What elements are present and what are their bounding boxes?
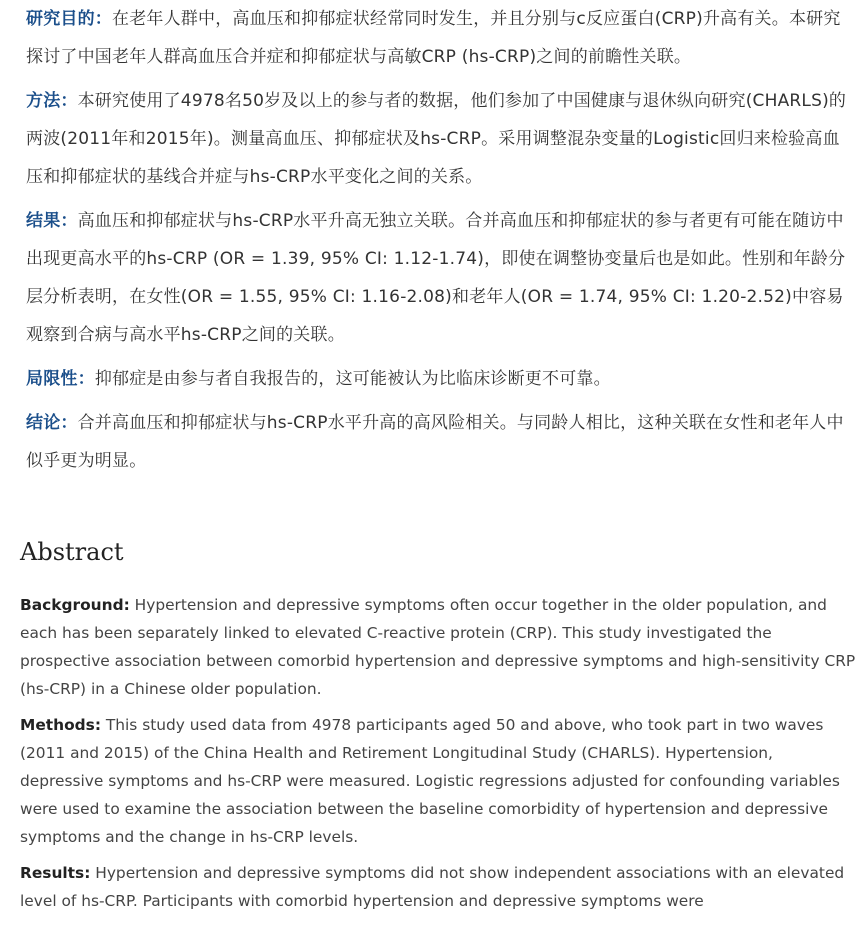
zh-objective-label: 研究目的： (26, 9, 112, 29)
en-background-text: Hypertension and depressive symptoms often occur together in the older population, and each has been separately linked to elevated C-reactive protein (CRP). This study investigated the prospective association between comorbid hypertension and depressive symptoms and high-sensitivity CRP (hs-CRP) in a Chinese older population. (20, 596, 856, 698)
zh-methods-paragraph (26, 82, 856, 196)
zh-objective-paragraph (26, 0, 856, 76)
abstract-heading: Abstract (20, 538, 124, 566)
zh-methods-text: 本研究使用了4978名50岁及以上的参与者的数据，他们参加了中国健康与退休纵向研究(CHARLS)的两波(2011年和2015年)。测量高血压、抑郁症状及hs-CRP。采用调整混杂变量的Logistic回归来检验高血压和抑郁症状的基线合并症与hs-CRP水平变化之间的关系。 (26, 91, 847, 187)
en-background-paragraph (20, 591, 856, 703)
en-methods-paragraph (20, 711, 856, 851)
english-abstract (20, 591, 856, 923)
zh-results-text: 高血压和抑郁症状与hs-CRP水平升高无独立关联。合并高血压和抑郁症状的参与者更有可能在随访中出现更高水平的hs-CRP (OR = 1.39, 95% CI: 1.12-1.74)，即使在调整协变量后也是如此。性别和年龄分层分析表明，在女性(OR = 1.55, 95% CI: 1.16-2.08)和老年人(OR = 1.74, 95% CI: 1.20-2.52)中容易观察到合病与高水平hs-CRP之间的关联。 (26, 211, 846, 345)
zh-limitations-paragraph (26, 360, 856, 398)
zh-conclusion-paragraph (26, 404, 856, 480)
en-methods-label: Methods: (20, 716, 101, 734)
zh-conclusion-label: 结论： (26, 413, 78, 433)
en-background-label: Background: (20, 596, 130, 614)
zh-conclusion-text: 合并高血压和抑郁症状与hs-CRP水平升高的高风险相关。与同龄人相比，这种关联在女性和老年人中似乎更为明显。 (26, 413, 844, 471)
chinese-abstract (26, 0, 856, 486)
en-results-text: Hypertension and depressive symptoms did not show independent associations with an elevated level of hs-CRP. Participants with comorbid hypertension and depressive symptoms were (20, 864, 845, 910)
zh-limitations-text: 抑郁症是由参与者自我报告的，这可能被认为比临床诊断更不可靠。 (94, 369, 611, 389)
zh-results-label: 结果： (26, 211, 78, 231)
en-results-paragraph (20, 859, 856, 915)
zh-results-paragraph (26, 202, 856, 354)
zh-limitations-label: 局限性： (26, 369, 95, 389)
en-results-label: Results: (20, 864, 91, 882)
zh-methods-label: 方法： (26, 91, 78, 111)
zh-objective-text: 在老年人群中，高血压和抑郁症状经常同时发生，并且分别与c反应蛋白(CRP)升高有关。本研究探讨了中国老年人群高血压合并症和抑郁症状与高敏CRP (hs-CRP)之间的前瞻性关联。 (26, 9, 841, 67)
en-methods-text: This study used data from 4978 participants aged 50 and above, who took part in two waves (2011 and 2015) of the China Health and Retirement Longitudinal Study (CHARLS). Hypertension, depressive symptoms and hs-CRP were measured. Logistic regressions adjusted for confounding variables were used to examine the association between the baseline comorbidity of hypertension and depressive symptoms and the change in hs-CRP levels. (20, 716, 840, 846)
